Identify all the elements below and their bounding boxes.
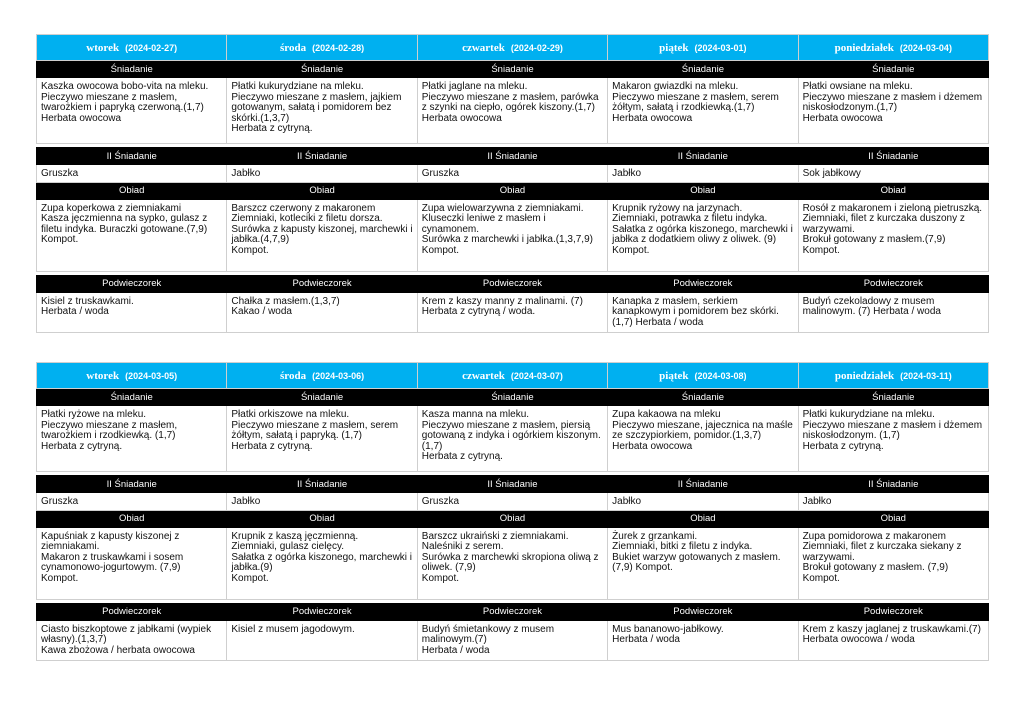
meal-label-obiad: Obiad bbox=[798, 182, 988, 199]
dish-cell: Jabłko bbox=[227, 493, 417, 511]
meal-label-sniadanie: Śniadanie bbox=[608, 389, 798, 406]
dish-cell: Krupnik z kaszą jęczmienną. Ziemniaki, gulasz cielęcy. Sałatka z ogórka kiszonego, marchewki i jabłka.(9) Kompot. bbox=[227, 527, 417, 599]
day-header bbox=[798, 35, 988, 61]
dish-cell: Kaszka owocowa bobo-vita na mleku. Pieczywo mieszane z masłem, twarożkiem i papryką czerwoną.(1,7) Herbata owocowa bbox=[37, 78, 227, 144]
dish-cell: Zupa pomidorowa z makaronem Ziemniaki, filet z kurczaka siekany z warzywami. Brokuł gotowany z masłem. (7,9) Kompot. bbox=[798, 527, 988, 599]
meal-row-podwieczorek bbox=[37, 292, 989, 332]
day-header bbox=[608, 35, 798, 61]
dish-cell: Kasza manna na mleku. Pieczywo mieszane z masłem, piersią gotowaną z indyka i ogórkiem kiszonym. (1,7) Herbata z cytryną. bbox=[417, 406, 607, 472]
meal-label-podwieczorek: Podwieczorek bbox=[37, 603, 227, 620]
dish-cell: Kisiel z truskawkami. Herbata / woda bbox=[37, 292, 227, 332]
day-header bbox=[37, 35, 227, 61]
day-name: środa bbox=[280, 369, 307, 382]
meal-header-row-ii-sniadanie bbox=[37, 148, 989, 165]
day-header bbox=[227, 363, 417, 389]
meal-label-obiad: Obiad bbox=[37, 510, 227, 527]
dish-cell: Gruszka bbox=[37, 165, 227, 183]
dish-cell: Gruszka bbox=[417, 165, 607, 183]
dish-cell: Płatki jaglane na mleku. Pieczywo mieszane z masłem, parówka z szynki na ciepło, ogórek kiszony.(1,7) Herbata owocowa bbox=[417, 78, 607, 144]
meal-row-ii-sniadanie bbox=[37, 493, 989, 511]
meal-row-podwieczorek bbox=[37, 620, 989, 660]
meal-label-podwieczorek: Podwieczorek bbox=[227, 603, 417, 620]
day-header bbox=[37, 363, 227, 389]
dish-cell: Budyń śmietankowy z musem malinowym.(7) Herbata / woda bbox=[417, 620, 607, 660]
dish-cell: Jabłko bbox=[798, 493, 988, 511]
meal-header-row-ii-sniadanie bbox=[37, 476, 989, 493]
dish-cell: Gruszka bbox=[417, 493, 607, 511]
day-date: (2024-03-11) bbox=[900, 370, 952, 381]
day-date: (2024-03-08) bbox=[694, 370, 747, 381]
day-name: środa bbox=[280, 41, 307, 54]
dish-cell: Krem z kaszy jaglanej z truskawkami.(7) Herbata owocowa / woda bbox=[798, 620, 988, 660]
meal-label-ii-sniadanie: II Śniadanie bbox=[37, 476, 227, 493]
meal-label-sniadanie: Śniadanie bbox=[417, 389, 607, 406]
day-header bbox=[608, 363, 798, 389]
meal-label-podwieczorek: Podwieczorek bbox=[227, 275, 417, 292]
dish-cell: Zupa kakaowa na mleku Pieczywo mieszane, jajecznica na maśle ze szczypiorkiem, pomidor.(1,3,7) Herbata owocowa bbox=[608, 406, 798, 472]
dish-cell: Kanapka z masłem, serkiem kanapkowym i pomidorem bez skórki.(1,7) Herbata / woda bbox=[608, 292, 798, 332]
day-name: wtorek bbox=[86, 41, 120, 54]
menu-table-week-1 bbox=[36, 34, 989, 333]
meal-label-podwieczorek: Podwieczorek bbox=[608, 275, 798, 292]
meal-label-obiad: Obiad bbox=[37, 182, 227, 199]
meal-label-ii-sniadanie: II Śniadanie bbox=[798, 148, 988, 165]
dish-cell: Jabłko bbox=[608, 165, 798, 183]
dish-cell: Chałka z masłem.(1,3,7) Kakao / woda bbox=[227, 292, 417, 332]
meal-row-obiad bbox=[37, 199, 989, 271]
meal-label-podwieczorek: Podwieczorek bbox=[608, 603, 798, 620]
meal-label-sniadanie: Śniadanie bbox=[608, 61, 798, 78]
day-header bbox=[417, 363, 607, 389]
dish-cell: Zupa wielowarzywna z ziemniakami. Kluseczki leniwe z masłem i cynamonem. Surówka z marchewki i jabłka.(1,3,7,9) Kompot. bbox=[417, 199, 607, 271]
meal-header-row-sniadanie bbox=[37, 389, 989, 406]
day-date: (2024-03-06) bbox=[312, 370, 365, 381]
meal-label-ii-sniadanie: II Śniadanie bbox=[227, 148, 417, 165]
dish-cell: Krupnik ryżowy na jarzynach. Ziemniaki, potrawka z filetu indyka. Sałatka z ogórka kiszonego, marchewki i jabłka z dodatkiem oliwy z oliwek. (9) Kompot. bbox=[608, 199, 798, 271]
dish-cell: Żurek z grzankami. Ziemniaki, bitki z filetu z indyka. Bukiet warzyw gotowanych z masłem.(7,9) Kompot. bbox=[608, 527, 798, 599]
dish-cell: Zupa koperkowa z ziemniakami Kasza jęczmienna na sypko, gulasz z filetu indyka. Buraczki gotowane.(7,9) Kompot. bbox=[37, 199, 227, 271]
meal-label-obiad: Obiad bbox=[417, 182, 607, 199]
meal-label-sniadanie: Śniadanie bbox=[798, 389, 988, 406]
dish-cell: Barszcz ukraiński z ziemniakami. Naleśniki z serem. Surówka z marchewki skropiona oliwą z oliwek. (7,9) Kompot. bbox=[417, 527, 607, 599]
day-header bbox=[798, 363, 988, 389]
day-date: (2024-03-05) bbox=[125, 370, 178, 381]
day-header-row bbox=[37, 363, 989, 389]
menu-table-week-2 bbox=[36, 362, 989, 661]
day-header bbox=[417, 35, 607, 61]
dish-cell: Kisiel z musem jagodowym. bbox=[227, 620, 417, 660]
meal-label-ii-sniadanie: II Śniadanie bbox=[798, 476, 988, 493]
meal-label-sniadanie: Śniadanie bbox=[227, 61, 417, 78]
day-date: (2024-03-07) bbox=[510, 370, 563, 381]
meal-label-ii-sniadanie: II Śniadanie bbox=[608, 148, 798, 165]
meal-header-row-sniadanie bbox=[37, 61, 989, 78]
meal-label-ii-sniadanie: II Śniadanie bbox=[417, 476, 607, 493]
meal-row-sniadanie bbox=[37, 406, 989, 472]
meal-row-obiad bbox=[37, 527, 989, 599]
meal-label-ii-sniadanie: II Śniadanie bbox=[227, 476, 417, 493]
meal-label-sniadanie: Śniadanie bbox=[37, 61, 227, 78]
meal-label-podwieczorek: Podwieczorek bbox=[798, 603, 988, 620]
meal-label-podwieczorek: Podwieczorek bbox=[37, 275, 227, 292]
day-name: poniedziałek bbox=[834, 41, 894, 54]
meal-label-ii-sniadanie: II Śniadanie bbox=[608, 476, 798, 493]
meal-header-row-obiad bbox=[37, 510, 989, 527]
meal-label-ii-sniadanie: II Śniadanie bbox=[37, 148, 227, 165]
dish-cell: Barszcz czerwony z makaronem Ziemniaki, kotleciki z filetu dorsza. Surówka z kapusty kiszonej, marchewki i jabłka.(4,7,9) Kompot. bbox=[227, 199, 417, 271]
day-name: czwartek bbox=[462, 369, 505, 382]
dish-cell: Krem z kaszy manny z malinami. (7) Herbata z cytryną / woda. bbox=[417, 292, 607, 332]
meal-label-podwieczorek: Podwieczorek bbox=[417, 275, 607, 292]
day-name: czwartek bbox=[462, 41, 505, 54]
meal-label-podwieczorek: Podwieczorek bbox=[417, 603, 607, 620]
dish-cell: Ciasto biszkoptowe z jabłkami (wypiek własny).(1,3,7) Kawa zbożowa / herbata owocowa bbox=[37, 620, 227, 660]
dish-cell: Kapuśniak z kapusty kiszonej z ziemniakami. Makaron z truskawkami i sosem cynamonowo-jogurtowym. (7,9) Kompot. bbox=[37, 527, 227, 599]
dish-cell: Płatki kukurydziane na mleku. Pieczywo mieszane z masłem i dżemem niskosłodzonym. (1,7) Herbata z cytryną. bbox=[798, 406, 988, 472]
meal-label-obiad: Obiad bbox=[798, 510, 988, 527]
meal-header-row-obiad bbox=[37, 182, 989, 199]
dish-cell: Mus bananowo-jabłkowy. Herbata / woda bbox=[608, 620, 798, 660]
day-date: (2024-03-01) bbox=[694, 42, 747, 53]
dish-cell: Budyń czekoladowy z musem malinowym. (7) Herbata / woda bbox=[798, 292, 988, 332]
day-name: wtorek bbox=[86, 369, 120, 382]
dish-cell: Płatki owsiane na mleku. Pieczywo mieszane z masłem i dżemem niskosłodzonym.(1,7) Herbata owocowa bbox=[798, 78, 988, 144]
meal-label-sniadanie: Śniadanie bbox=[227, 389, 417, 406]
dish-cell: Makaron gwiazdki na mleku. Pieczywo mieszane z masłem, serem żółtym, sałatą i rzodkiewką.(1,7) Herbata owocowa bbox=[608, 78, 798, 144]
meal-row-ii-sniadanie bbox=[37, 165, 989, 183]
day-date: (2024-03-04) bbox=[899, 42, 952, 53]
meal-label-obiad: Obiad bbox=[227, 510, 417, 527]
day-header bbox=[227, 35, 417, 61]
dish-cell: Płatki orkiszowe na mleku. Pieczywo mieszane z masłem, serem żółtym, sałatą i papryką. (1,7) Herbata z cytryną. bbox=[227, 406, 417, 472]
day-date: (2024-02-29) bbox=[510, 42, 563, 53]
meal-label-sniadanie: Śniadanie bbox=[798, 61, 988, 78]
meal-row-sniadanie bbox=[37, 78, 989, 144]
meal-header-row-podwieczorek bbox=[37, 603, 989, 620]
dish-cell: Gruszka bbox=[37, 493, 227, 511]
day-date: (2024-02-28) bbox=[312, 42, 365, 53]
dish-cell: Sok jabłkowy bbox=[798, 165, 988, 183]
dish-cell: Płatki kukurydziane na mleku. Pieczywo mieszane z masłem, jajkiem gotowanym, sałatą i pomidorem bez skórki.(1,3,7) Herbata z cytryną. bbox=[227, 78, 417, 144]
dish-cell: Jabłko bbox=[227, 165, 417, 183]
day-name: piątek bbox=[659, 41, 689, 54]
dish-cell: Jabłko bbox=[608, 493, 798, 511]
meal-header-row-podwieczorek bbox=[37, 275, 989, 292]
meal-label-obiad: Obiad bbox=[417, 510, 607, 527]
dish-cell: Rosół z makaronem i zieloną pietruszką. Ziemniaki, filet z kurczaka duszony z warzywami. Brokuł gotowany z masłem.(7,9) Kompot. bbox=[798, 199, 988, 271]
day-date: (2024-02-27) bbox=[125, 42, 178, 53]
meal-label-ii-sniadanie: II Śniadanie bbox=[417, 148, 607, 165]
meal-label-sniadanie: Śniadanie bbox=[417, 61, 607, 78]
day-name: piątek bbox=[659, 369, 689, 382]
day-header-row bbox=[37, 35, 989, 61]
meal-label-obiad: Obiad bbox=[227, 182, 417, 199]
meal-label-obiad: Obiad bbox=[608, 182, 798, 199]
dish-cell: Płatki ryżowe na mleku. Pieczywo mieszane z masłem, twarożkiem i rzodkiewką. (1,7) Herbata z cytryną. bbox=[37, 406, 227, 472]
meal-label-sniadanie: Śniadanie bbox=[37, 389, 227, 406]
meal-label-obiad: Obiad bbox=[608, 510, 798, 527]
meal-label-podwieczorek: Podwieczorek bbox=[798, 275, 988, 292]
day-name: poniedziałek bbox=[834, 369, 895, 382]
